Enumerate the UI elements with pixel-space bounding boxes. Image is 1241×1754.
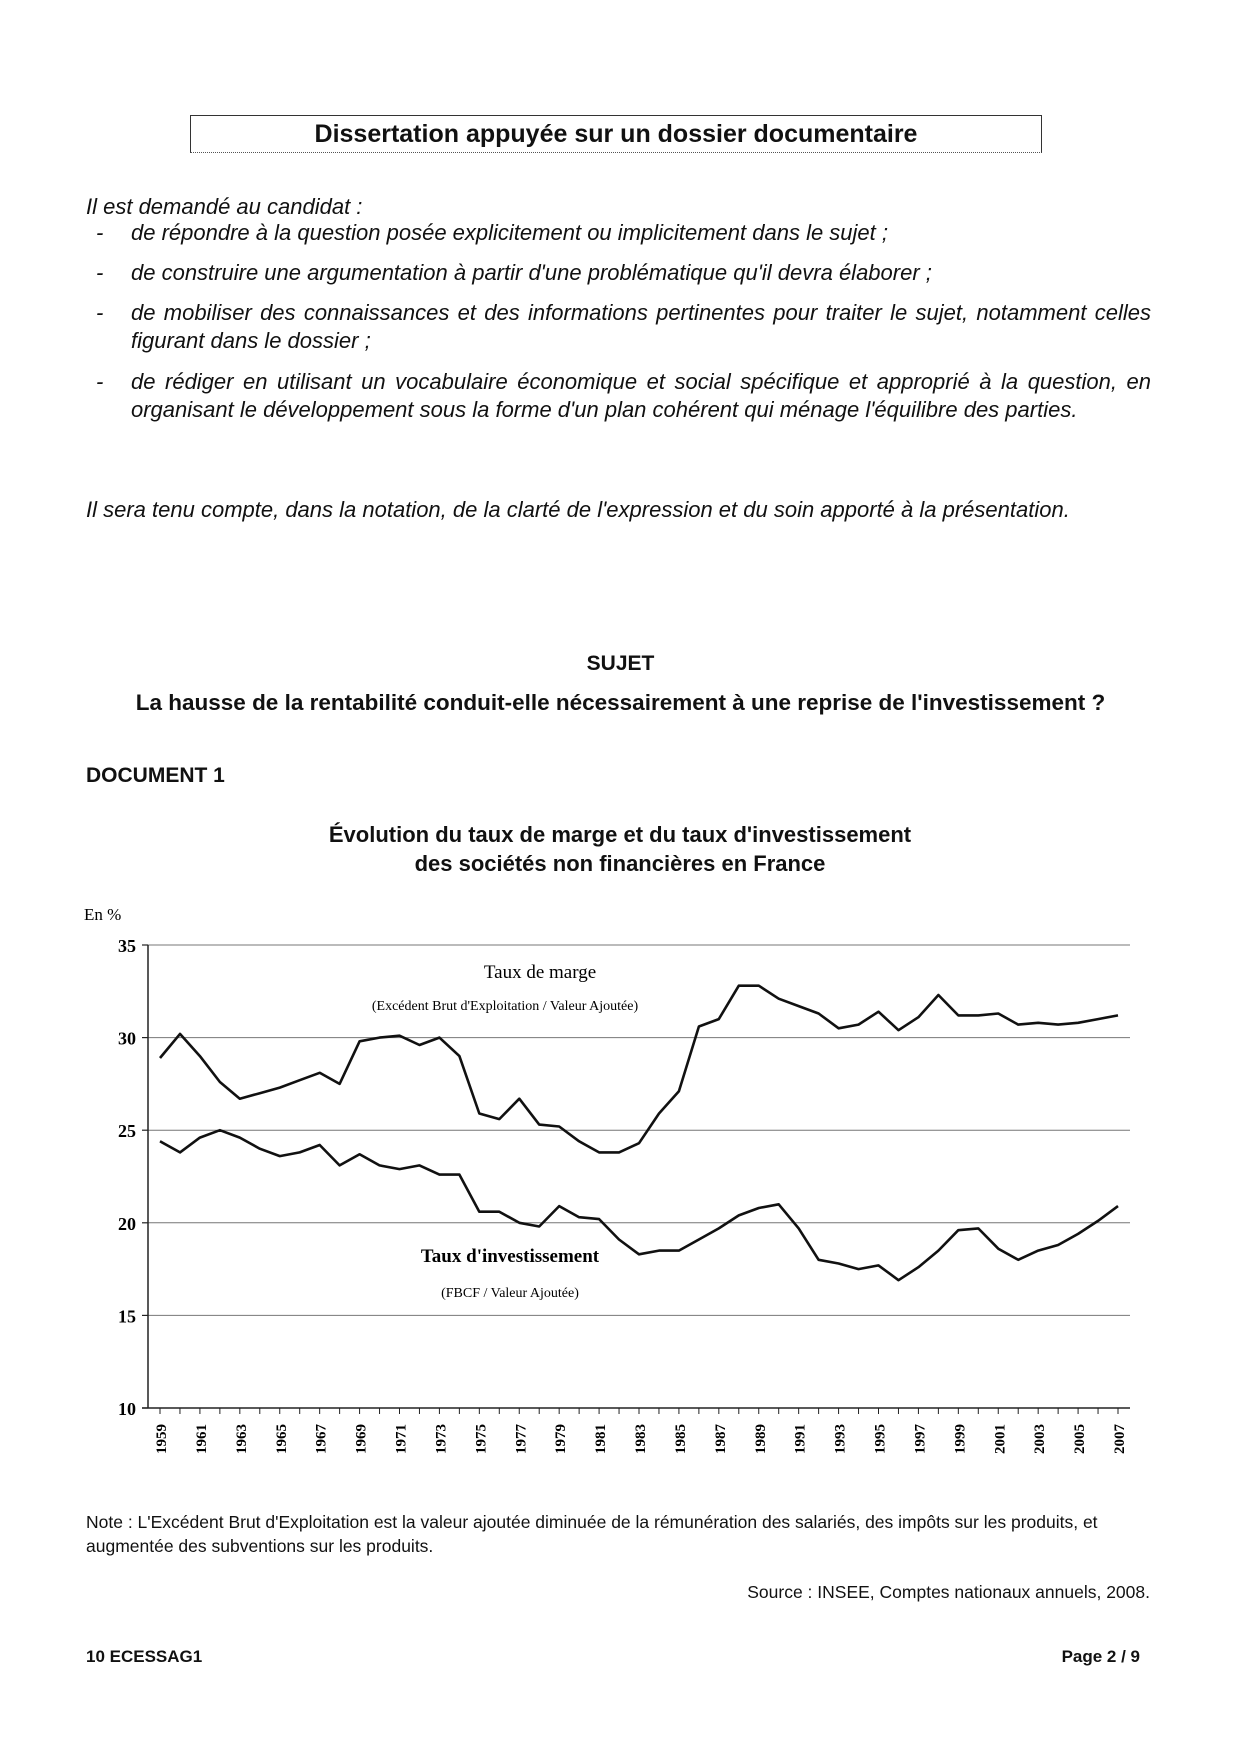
series-sublabel-margin: (Excédent Brut d'Exploitation / Valeur Ajoutée) xyxy=(371,999,639,1014)
x-tick-label: 1963 xyxy=(233,1424,250,1454)
y-tick-label: 35 xyxy=(118,936,136,956)
instruction-item: de rédiger en utilisant un vocabulaire économique et social spécifique et approprié à la question, en organisant le développement sous la forme d'un plan cohérent qui ménage l'équilibre des parties. xyxy=(131,369,1151,422)
x-tick-label: 2005 xyxy=(1072,1424,1089,1454)
series-line-taux-investissement xyxy=(160,1130,1118,1280)
x-tick-label: 1977 xyxy=(513,1424,530,1454)
x-tick-label: 1973 xyxy=(433,1424,450,1454)
x-tick-label: 1981 xyxy=(593,1424,610,1454)
series-line-taux-de-marge xyxy=(160,986,1118,1153)
instruction-item: de construire une argumentation à partir d'une problématique qu'il devra élaborer ; xyxy=(131,260,932,285)
x-tick-label: 1987 xyxy=(712,1424,729,1454)
x-tick-label: 1997 xyxy=(912,1424,929,1454)
footer-code: 10 ECESSAG1 xyxy=(86,1647,203,1666)
x-tick-label: 1993 xyxy=(832,1424,849,1454)
x-tick-label: 1967 xyxy=(313,1424,330,1454)
y-tick-label: 25 xyxy=(118,1121,136,1142)
bullet-marker: - xyxy=(96,300,104,325)
y-tick-label: 20 xyxy=(118,1213,136,1234)
x-tick-label: 2001 xyxy=(992,1424,1009,1454)
chart-source: Source : INSEE, Comptes nationaux annuels, 2008. xyxy=(747,1582,1150,1602)
x-tick-label: 1965 xyxy=(273,1424,290,1454)
y-axis-label: En % xyxy=(84,905,122,924)
sujet-question: La hausse de la rentabilité conduit-elle nécessairement à une reprise de l'investissement ? xyxy=(135,690,1106,715)
x-tick-label: 1969 xyxy=(353,1424,370,1454)
x-tick-label: 1961 xyxy=(193,1424,210,1454)
bullet-marker: - xyxy=(96,369,104,394)
instructions-closing: Il sera tenu compte, dans la notation, de la clarté de l'expression et du soin apporté à la présentation. xyxy=(86,497,1070,522)
x-tick-label: 2003 xyxy=(1032,1424,1049,1454)
x-tick-label: 1985 xyxy=(672,1424,689,1454)
instruction-item: de répondre à la question posée explicitement ou implicitement dans le sujet ; xyxy=(131,220,889,245)
bullet-marker: - xyxy=(96,220,104,245)
chart-note: Note : L'Excédent Brut d'Exploitation est la valeur ajoutée diminuée de la rémunération des salariés, des impôts sur les produits, et augmentée des subventions sur les produits. xyxy=(86,1512,1098,1556)
bullet-marker: - xyxy=(96,260,104,285)
y-tick-label: 15 xyxy=(118,1306,136,1327)
x-tick-label: 1959 xyxy=(154,1424,170,1454)
document-label: DOCUMENT 1 xyxy=(86,764,225,787)
x-tick-label: 1989 xyxy=(752,1424,769,1454)
x-tick-label: 1999 xyxy=(952,1424,969,1454)
chart-title-line2: des sociétés non financières en France xyxy=(414,851,826,876)
instruction-item: de mobiliser des connaissances et des informations pertinentes pour traiter le sujet, notamment celles figurant dans le dossier ; xyxy=(131,300,1151,353)
instructions-intro: Il est demandé au candidat : xyxy=(86,194,363,219)
series-label-margin: Taux de marge xyxy=(483,962,597,983)
x-tick-label: 2007 xyxy=(1112,1424,1128,1454)
x-tick-label: 1991 xyxy=(792,1424,809,1454)
x-tick-label: 1971 xyxy=(393,1424,410,1454)
series-sublabel-investment: (FBCF / Valeur Ajoutée) xyxy=(441,1286,579,1301)
x-tick-label: 1975 xyxy=(473,1424,490,1454)
y-tick-label: 30 xyxy=(118,1028,136,1049)
x-tick-label: 1979 xyxy=(553,1424,570,1454)
footer-page: Page 2 / 9 xyxy=(1061,1647,1140,1666)
sujet-heading: SUJET xyxy=(586,652,655,675)
page-title: Dissertation appuyée sur un dossier documentaire xyxy=(314,120,918,148)
x-tick-label: 1995 xyxy=(872,1424,889,1454)
y-tick-label: 10 xyxy=(118,1399,136,1419)
series-label-investment: Taux d'investissement xyxy=(420,1246,600,1267)
x-tick-label: 1983 xyxy=(633,1424,649,1454)
chart-title-line1: Évolution du taux de marge et du taux d'investissement xyxy=(328,822,912,847)
